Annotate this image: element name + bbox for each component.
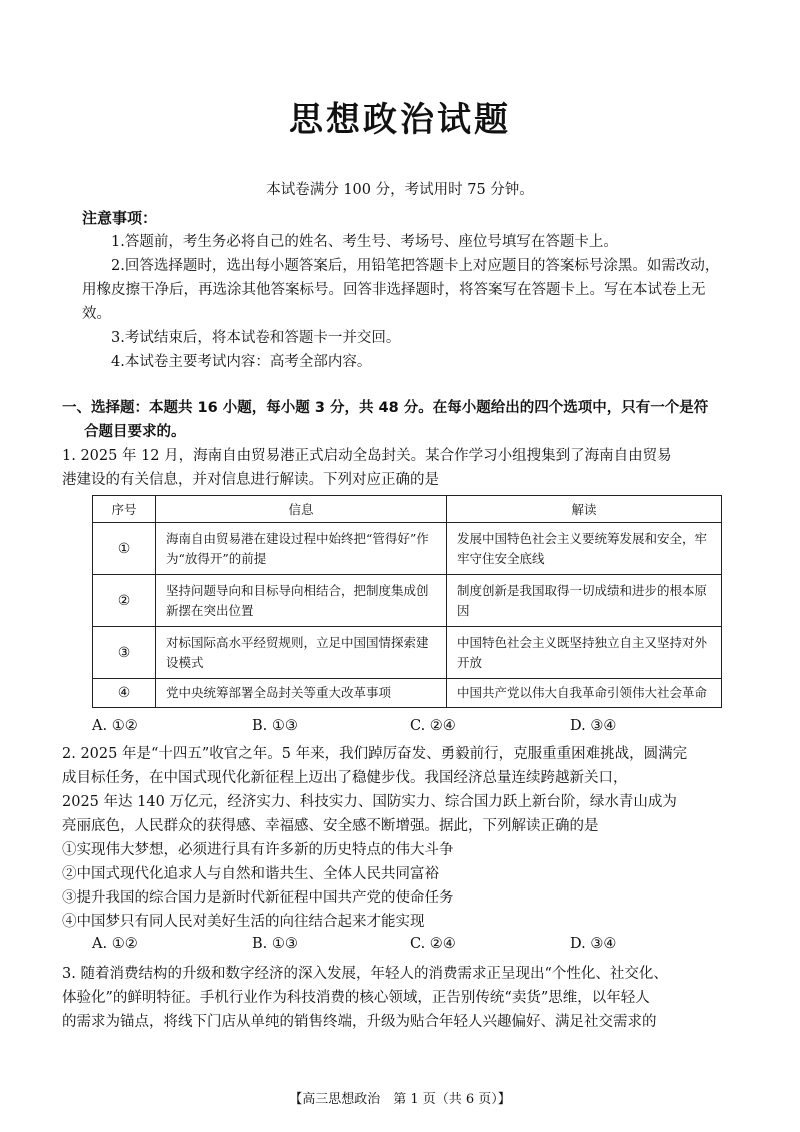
header-index: 序号 — [93, 496, 156, 523]
notes-block — [82, 206, 722, 374]
q2-option-d[interactable]: D. ③④ — [570, 936, 617, 952]
q2-statement-2: ②中国式现代化追求人与自然和谐共生、全体人民共同富裕 — [62, 866, 439, 882]
question-1-stem — [62, 444, 728, 492]
row-info: 对标国际高水平经贸规则，立足中国国情探索建设模式 — [156, 627, 447, 679]
row-interp: 中国特色社会主义既坚持独立自主又坚持对外开放 — [447, 627, 722, 679]
row-index: ① — [93, 523, 156, 575]
info-table — [92, 495, 722, 708]
q2-line-4: 亮丽底色，人民群众的获得感、幸福感、安全感不断增强。据此，下列解读正确的是 — [62, 818, 599, 834]
q2-statement-4: ④中国梦只有同人民对美好生活的向往结合起来才能实现 — [62, 914, 425, 930]
note-item-1: 1.答题前，考生务必将自己的姓名、考生号、考场号、座位号填写在答题卡上。 — [111, 234, 618, 250]
table-header-row — [93, 496, 722, 523]
row-index: ③ — [93, 627, 156, 679]
q3-line-1: 3. 随着消费结构的升级和数字经济的深入发展，年轻人的消费需求正呈现出“个性化、社交化、 — [62, 966, 668, 982]
header-interp: 解读 — [447, 496, 722, 523]
question-2-stem — [62, 742, 728, 934]
header-info: 信息 — [156, 496, 447, 523]
row-info: 海南自由贸易港在建设过程中始终把“管得好”作为“放得开”的前提 — [156, 523, 447, 575]
q2-line-3: 2025 年达 140 万亿元，经济实力、科技实力、国防实力、综合国力跃上新台阶，绿水青山成为 — [62, 794, 677, 810]
table-row — [93, 575, 722, 627]
table-row — [93, 679, 722, 708]
table-row — [93, 523, 722, 575]
note-item-3: 3.考试结束后，将本试卷和答题卡一并交回。 — [111, 330, 401, 346]
row-index: ④ — [93, 679, 156, 708]
q2-option-a[interactable]: A. ①② — [92, 936, 138, 952]
q2-option-c[interactable]: C. ②④ — [410, 936, 456, 952]
row-info: 党中央统筹部署全岛封关等重大改革事项 — [156, 679, 447, 708]
exam-subtitle: 本试卷满分 100 分，考试用时 75 分钟。 — [266, 182, 534, 198]
page-footer: 【高三思想政治 第 1 页（共 6 页）】 — [289, 1092, 511, 1107]
note-item-4: 4.本试卷主要考试内容：高考全部内容。 — [111, 354, 372, 370]
section-line-1: 一、选择题：本题共 16 小题，每小题 3 分，共 48 分。在每小题给出的四个选项中，只有一个是符 — [62, 400, 709, 416]
q2-line-1: 2. 2025 年是“十四五”收官之年。5 年来，我们踔厉奋发、勇毅前行，克服重重困难挑战，圆满完 — [62, 746, 688, 762]
q2-statement-1: ①实现伟大梦想，必须进行具有许多新的历史特点的伟大斗争 — [62, 842, 454, 858]
q3-line-3: 的需求为锚点，将线下门店从单纯的销售终端，升级为贴合年轻人兴趣偏好、满足社交需求的 — [62, 1014, 657, 1030]
q1-option-d[interactable]: D. ③④ — [570, 718, 617, 734]
row-interp: 发展中国特色社会主义要统筹发展和安全，牢牢守住安全底线 — [447, 523, 722, 575]
notes-heading: 注意事项： — [82, 209, 158, 227]
question-3-stem — [62, 962, 728, 1034]
page-title: 思想政治试题 — [289, 100, 511, 140]
q2-option-b[interactable]: B. ①③ — [252, 936, 298, 952]
q2-statement-3: ③提升我国的综合国力是新时代新征程中国共产党的使命任务 — [62, 890, 454, 906]
row-interp: 制度创新是我国取得一切成绩和进步的根本原因 — [447, 575, 722, 627]
q2-line-2: 成目标任务，在中国式现代化新征程上迈出了稳健步伐。我国经济总量连续跨越新关口， — [62, 770, 628, 786]
q1-option-c[interactable]: C. ②④ — [410, 718, 456, 734]
table-row — [93, 627, 722, 679]
row-info: 坚持问题导向和目标导向相结合，把制度集成创新摆在突出位置 — [156, 575, 447, 627]
row-index: ② — [93, 575, 156, 627]
note-item-2: 2.回答选择题时，选出每小题答案后，用铅笔把答题卡上对应题目的答案标号涂黑。如需改动，用橡皮擦干净后，再选涂其他答案标号。回答非选择题时，将答案写在答题卡上。写在本试卷上无效。 — [82, 258, 720, 322]
section-heading — [62, 396, 728, 444]
q1-line-1: 1. 2025 年 12 月，海南自由贸易港正式启动全岛封关。某合作学习小组搜集到了海南自由贸易 — [62, 448, 672, 464]
q1-option-b[interactable]: B. ①③ — [252, 718, 298, 734]
q3-line-2: 体验化”的鲜明特征。手机行业作为科技消费的核心领域，正告别传统“卖货”思维，以年轻人 — [62, 990, 650, 1006]
q1-option-a[interactable]: A. ①② — [92, 718, 138, 734]
row-interp: 中国共产党以伟大自我革命引领伟大社会革命 — [447, 679, 722, 708]
section-line-2: 合题目要求的。 — [84, 424, 186, 440]
q1-line-2: 港建设的有关信息，并对信息进行解读。下列对应正确的是 — [62, 472, 439, 488]
q2-options — [92, 936, 722, 960]
q1-options — [92, 718, 722, 742]
